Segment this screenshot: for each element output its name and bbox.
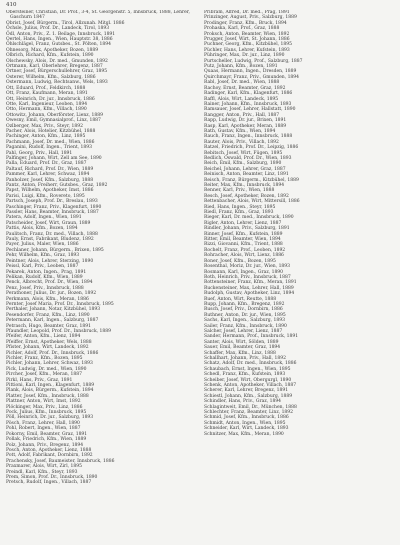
- directory-entry: Platter, Josef, Kfm., Innsbruck, 1888: [6, 393, 89, 399]
- directory-entry: Panholzer, Josef, Kfm., Salzburg, 1888: [6, 177, 94, 183]
- directory-entry: Pauly, Ernst, Fabrikant, Bludenz, 1892: [6, 237, 94, 243]
- directory-entry: Pachinger, Anton, Kfm., Linz, 1895: [6, 134, 86, 140]
- directory-entry: Passler, Hans, Beamter, Innsbruck, 1887: [6, 210, 99, 216]
- directory-entry: Peintner, Alois, Lehrer, Sterzing, 1890: [6, 258, 94, 264]
- directory-entry: Schnitzer, Max, Kfm., Meran, 1890: [204, 431, 284, 437]
- directory-entry: Obrist, Josef, Bürgerm., Tirol, Allzunah. Mitgl. 1886: [6, 20, 125, 26]
- directory-entry: Paltauf, Richard, Prof. Dr., Wien, 1889: [6, 166, 94, 172]
- directory-entry: Ostermann, Ludwig, Rechtsanw., Wels, 1893: [6, 80, 108, 86]
- directory-entry: Puchner, Georg, Kfm., Kitzbühel, 1895: [204, 42, 292, 48]
- directory-entry: Quirchmayr, Franz, Priv., Gmunden, 1894: [204, 74, 300, 80]
- directory-entry: Plank, Alois, Bürgerm., Kufstein, 1894: [6, 388, 94, 394]
- directory-entry: Perathoner, Julius, Dr. jur., Bozen, 1892: [6, 291, 97, 297]
- directory-entry: Rohracher, Alois, Wirt, Lienz, 1886: [204, 253, 284, 259]
- directory-entry: Rangger, Anton, Priv., Hall, 1887: [204, 112, 280, 118]
- directory-entry: Prachensky, Josef, Baumeister, Innsbruck, 1886: [6, 458, 115, 464]
- directory-entry: Schedl, Franz, Kfm., Kufstein, 1893: [204, 372, 286, 378]
- directory-entry: Rupp, Johann, Kfm., Bregenz, 1892: [204, 301, 285, 307]
- directory-entry: Roth, Heinrich, Priv., Innsbruck, 1887: [204, 274, 291, 280]
- directory-entry: Pohl, Robert, Ingen., Wien, 1887: [6, 426, 81, 432]
- directory-entry: Reinisch, Anton, Beamter, Linz, 1891: [204, 172, 289, 178]
- directory-entry: Salcher, Josef, Lehrer, Lienz, 1887: [204, 328, 283, 334]
- directory-entry: Resch, Josef, Apotheker, Bozen, 1892: [204, 193, 289, 199]
- directory-entry: Ödl, Anton, Priv., Z. 1. Beilage, Innsbruck, 1891: [6, 31, 116, 37]
- directory-entry: Prodinger, Franz, Kfm., Bruck, 1894: [204, 20, 287, 26]
- directory-entry: Prem, Simon, Prof. Dr., Innsbruck, 1890: [6, 474, 98, 480]
- directory-entry: Sauer, Emil, Beamter, Graz, 1894: [204, 345, 281, 351]
- directory-entry: Ruckensteiner, Max, Lehrer, Hall, 1889: [204, 285, 294, 291]
- directory-entry: Pösch, Franz, Lehrer, Hall, 1890: [6, 420, 80, 426]
- directory-entry: Paganini, Rudolf, Ingen., Trient, 1893: [6, 145, 92, 151]
- directory-entry: Preindl, Karl, Kfm., Steyr, 1893: [6, 469, 78, 475]
- directory-entry: Rigler, Anton, Lehrer, Lienz, 1887: [204, 220, 282, 226]
- directory-entry: Proksch, Anton, Beamter, Wien, 1892: [204, 31, 290, 37]
- directory-entry: Rabl, Josef, Dr. med., Wien, 1888: [204, 80, 280, 86]
- directory-entry: Raffl, Alois, Wirt, Landeck, 1895: [204, 96, 279, 102]
- directory-entry: Owesny, Emil, Gymnasialprof., Linz, 1887: [6, 118, 101, 124]
- directory-entry: Pühringer, Max, Dr. jur., Linz, 1890: [204, 53, 285, 59]
- directory-entry: Pirkl, Hans, Priv., Graz, 1891: [6, 377, 73, 383]
- directory-entry: Pachmann, Josef, Dr. med., Wien, 1886: [6, 139, 95, 145]
- directory-entry: Ozlberger, Max, Priv., Steyr, 1892: [6, 123, 83, 129]
- directory-entry: Osterer, Wilhelm, Kfm., Salzburg, 1886: [6, 74, 96, 80]
- directory-entry: Riedl, Franz, Kfm., Graz, 1893: [204, 210, 274, 216]
- page-number: 410: [6, 2, 17, 8]
- directory-entry: Pfeifer, Anton, Kfm., Lienz, 1894: [6, 334, 81, 340]
- directory-entry: Rusch, Josef, Priv., Dornbirn, 1886: [204, 307, 283, 313]
- directory-entry: Püchler, Hans, Lehrer, Kufstein, 1893: [204, 47, 290, 53]
- directory-entry: Olbrich, Richard, Kfm., Kufstein, 1890: [6, 53, 94, 59]
- directory-entry: Rieger, Karl, Dr. med., Innsbruck, 1890: [204, 215, 294, 221]
- directory-entry: Ohnesorg, Max, Apotheker, Bozen, 1889: [6, 47, 99, 53]
- directory-entry: Pahl, Georg, Priv., Hall, 1891: [6, 150, 73, 156]
- directory-entry: Ott, Franz, Kaufmann, Meran, 1891: [6, 91, 88, 97]
- directory-entry: Ortmann, Karl, Oberlehrer, Bregenz, 1887: [6, 64, 103, 70]
- directory-entry: Schmidt, Anton, Ingen., Wien, 1895: [204, 420, 286, 426]
- directory-entry: Putz, Johann, Kfm., Bozen, 1891: [204, 64, 278, 70]
- directory-entry: Pichler, Franz, Kfm., Bozen, 1895: [6, 356, 83, 361]
- directory-entry: Öchsle, Julius, Prof. Dr., Landeck, Tirol, 1893: [6, 26, 110, 32]
- directory-entry: Prinzinger, August, Priv., Salzburg, 1889: [204, 15, 297, 21]
- directory-entry: Pretsch, Rudolf, Ingen., Villach, 1887: [6, 480, 92, 486]
- directory-entry: Ottowitz, Johann, Oberförster, Lienz, 1889: [6, 112, 103, 118]
- directory-entry: Reisch, Franz, Bürgerm., Kitzbühel, 1889: [204, 177, 299, 183]
- directory-entry: Pichler, Johann, Lehrer, Schwaz, 1893: [6, 361, 93, 367]
- directory-entry: Ratzel, Friedrich, Prof. Dr., Leipzig, 1886: [204, 145, 299, 151]
- directory-entry: Penck, Albrecht, Prof. Dr., Wien, 1894: [6, 280, 93, 286]
- directory-entry: Reichel, Johann, Lehrer, Graz, 1887: [204, 166, 286, 172]
- directory-entry: Pfeiffer, Ernst, Apotheker, Wels, 1888: [6, 339, 92, 345]
- directory-entry: Pfaundler, Leopold, Prof. Dr., Innsbruck, 1889: [6, 328, 111, 334]
- directory-entry: Scheiber, Josef, Wirt, Obergurgl, 1890: [204, 377, 292, 383]
- directory-entry: Prugger, Josef, Wirt, St. Johann, 1886: [204, 37, 290, 43]
- directory-entry: Paulitsch, Franz, Dr. med., Villach, 1888: [6, 231, 98, 237]
- directory-entry: Roner, Josef, Kfm., Bozen, 1895: [204, 258, 276, 264]
- directory-entry: Schaubach, Ernst, Ingen., Wien, 1895: [204, 366, 291, 372]
- directory-entry: Santer, Alois, Wirt, Sölden, 1889: [204, 339, 279, 345]
- directory-entry: Ritter, Emil, Beamter, Wien, 1894: [204, 237, 281, 243]
- directory-entry: Pekarek, Anton, Ingen., Prag, 1891: [6, 269, 87, 275]
- directory-entry: Pattis, Alois, Kfm., Bozen, 1894: [6, 226, 78, 232]
- directory-entry: Pammer, Karl, Lehrer, Schwaz, 1894: [6, 172, 90, 178]
- directory-entry: Pesendorfer, Franz, Kfm., Linz, 1890: [6, 312, 90, 318]
- directory-entry: Patera, Adolf, Ingen., Wien, 1891: [6, 215, 82, 221]
- directory-entry: Prohaska, Karl, Prof., Graz, 1888: [204, 26, 280, 32]
- directory-entry: Ruthner, Anton, Dr. jur., Wien, 1895: [204, 312, 286, 318]
- directory-entry: Schlagintweit, Emil, Dr., München, 1888: [204, 404, 297, 410]
- directory-entry: Rettenbacher, Alois, Wirt, Mittersill, 1886: [204, 199, 300, 205]
- directory-entry: Rottensteiner, Franz, Kfm., Meran, 1891: [204, 280, 297, 286]
- directory-entry: Pacher, Alois, Hotelier, Kitzbühel, 1888: [6, 128, 96, 134]
- directory-entry: Payer, Julius, Maler, Wien, 1886: [6, 242, 79, 248]
- directory-entry: Schneider, Karl, Wirt, Landeck, 1893: [204, 426, 289, 432]
- directory-entry: Schenk, Anton, Apotheker, Villach, 1887: [204, 383, 297, 389]
- directory-entry: Parisi, Luigi, Kfm., Rovereto, 1895: [6, 193, 85, 199]
- directory-entry: Plöckinger, Max, Priv., Linz, 1886: [6, 404, 83, 410]
- directory-entry: Rinner, Josef, Kfm., Kufstein, 1889: [204, 231, 283, 237]
- directory-entry: Pöll, Heinrich, Dr. jur., Salzburg, 1893: [6, 415, 94, 421]
- directory-entry: Ortner, Josef, Bürgerschullehrer, Graz, 1895: [6, 69, 108, 75]
- directory-entry: Palla, Eduard, Prof. Dr., Graz, 1887: [6, 161, 87, 167]
- directory-entry: Rudolph, Gustav, Apotheker, Linz, 1894: [204, 291, 295, 297]
- directory-entry: Pehr, Wilhelm, Kfm., Graz, 1893: [6, 253, 80, 259]
- directory-entry: Paschinger, Franz, Priv., Klagenfurt, 1890: [6, 204, 102, 210]
- two-column-layout: [6, 10, 394, 540]
- directory-entry: Schatz, Adolf, Dr. med., Innsbruck, 1886: [204, 361, 297, 367]
- directory-entry: Pernter, Josef Maria, Prof. Dr., Innsbruck, 1895: [6, 301, 114, 307]
- directory-entry: Rachoy, Ernst, Beamter, Graz, 1892: [204, 85, 286, 91]
- directory-entry: Papst, Wilhelm, Apotheker, Imst, 1886: [6, 188, 94, 194]
- directory-entry: Pelikan, Rudolf, Kfm., Wien, 1889: [6, 274, 83, 280]
- directory-entry: Reiter, Max, Kfm., Innsbruck, 1894: [204, 183, 285, 188]
- directory-entry: Pfister, Johann, Wirt, Landeck, 1892: [6, 345, 89, 351]
- directory-entry: Schaffer, Max, Kfm., Linz, 1888: [204, 350, 276, 356]
- directory-entry: Rizzi, Giovanni, Kfm., Trient, 1888: [204, 242, 283, 248]
- directory-entry: Palfinger, Johann, Wirt, Zell am See, 1890: [6, 155, 102, 161]
- directory-entry: Rauch, Franz, Ingen., Innsbruck, 1888: [204, 134, 293, 140]
- directory-entry: Otte, Karl, Ingenieur, Leoben, 1894: [6, 101, 88, 107]
- directory-entry: Ramsauer, Josef, Lehrer, Hallstatt, 1890: [204, 107, 296, 113]
- directory-entry: Ott, Heinrich, Dr. jur., Innsbruck, 1886: [6, 96, 95, 102]
- directory-entry: Rainer, Johann, Kfm., Innsbruck, 1893: [204, 101, 292, 107]
- directory-entry: Petermann, Karl, Ingen., Salzburg, 1887: [6, 318, 99, 324]
- directory-entry: Ott, Eduard, Prof., Feldkirch, 1888: [6, 85, 86, 91]
- directory-entry: Schmid, Josef, Kfm., Innsbruck, 1886: [204, 415, 289, 421]
- directory-entry: Pick, Ludwig, Dr. med., Wien, 1890: [6, 366, 87, 372]
- directory-entry: Redlich, Oswald, Prof. Dr., Wien, 1893: [204, 155, 292, 161]
- directory-entry: Schindler, Hans, Priv., Graz, 1894: [204, 399, 282, 405]
- directory-entry: Rochelt, Franz, Prof., Leoben, 1892: [204, 247, 286, 253]
- directory-entry: Rebitsch, Josef, Wirt, Fügen, 1895: [204, 150, 283, 156]
- directory-entry: Rosmann, Karl, Ingen., Graz, 1890: [204, 269, 284, 275]
- directory-entry: Rauter, Alois, Priv., Villach, 1892: [204, 139, 279, 145]
- directory-entry: Pechlaner, Johann, Bürgerm., Brixen, 1895: [6, 247, 104, 253]
- directory-entry: Otto, Hermann, Kfm., Villach, 1890: [6, 107, 87, 113]
- directory-entry: Ried, Hans, Ingen., Steyr, 1895: [204, 204, 276, 210]
- directory-entry: Olschewsky, Alois, Dr. med., Gmunden, 1892: [6, 58, 108, 64]
- directory-entry: Reich, Emil, Kfm., Salzburg, 1890: [204, 161, 282, 167]
- directory-entry: Polz, Johann, Priv., Bregenz, 1894: [6, 442, 84, 448]
- directory-entry: Pott, Adolf, Fabrikant, Dornbirn, 1892: [6, 453, 93, 459]
- directory-entry: Schiestl, Johann, Kfm., Salzburg, 1889: [204, 393, 293, 399]
- directory-entry: Petrasch, Hugo, Beamter, Graz, 1891: [6, 323, 92, 329]
- directory-entry: Perkmann, Alois, Kfm., Meran, 1886: [6, 296, 89, 302]
- directory-entry: Pribram, Alfred, Dr. med., Prag, 1891: [204, 10, 290, 15]
- directory-entry: Penz, Josef, Priv., Innsbruck, 1888: [6, 285, 84, 291]
- directory-entry: Plattner, Anton, Wirt, Imst, 1892: [6, 399, 81, 405]
- directory-entry: Schallhart, Johann, Priv., Hall, 1892: [204, 356, 286, 361]
- directory-entry: Sachs, Karl, Ingen., Salzburg, 1893: [204, 318, 285, 324]
- directory-entry: Scherer, Karl, Lehrer, Bregenz, 1891: [204, 388, 289, 394]
- directory-entry: Sailer, Franz, Kfm., Innsbruck, 1890: [204, 323, 287, 329]
- directory-entry: Praxmarer, Alois, Wirt, Zirl, 1895: [6, 464, 82, 470]
- directory-entry: Radinger, Karl, Kfm., Klagenfurt, 1886: [204, 91, 293, 97]
- directory-entry: Partsch, Joseph, Prof. Dr., Breslau, 1893: [6, 199, 98, 205]
- directory-entry: Oertel, Hans, Ingen., Wien, Hauptstr. 38, 1886: [6, 37, 113, 43]
- directory-entry: Öhlschlägel, Franz, Gutsbes., St. Pölten, 1894: [6, 42, 111, 48]
- directory-entry: Renner, Karl, Priv., Wien, 1888: [204, 188, 275, 194]
- directory-entry: Sander, Hermann, Prof., Innsbruck, 1891: [204, 334, 299, 340]
- directory-entry: Pock, Julius, Kfm., Innsbruck, 1895: [6, 410, 87, 416]
- directory-entry: Pantz, Anton, Freiherr, Gutsbes., Graz, 1892: [6, 183, 108, 188]
- directory-entry: Pittioni, Karl, Ingen., Klagenfurt, 1889: [6, 383, 95, 389]
- directory-entry: Rapp, Ludwig, Dr. jur., Brixen, 1891: [204, 118, 287, 124]
- directory-entry: Peissl, Karl, Priv., Leoben, 1887: [6, 264, 79, 270]
- directory-entry: Pircher, Josef, Kfm., Meran, 1887: [6, 372, 82, 378]
- directory-entry: Pollak, Friedrich, Kfm., Wien, 1889: [6, 437, 87, 443]
- directory-entry: Rosenthal, Moriz, Dr. jur., Wien, 1893: [204, 264, 291, 270]
- directory-entry: Rath, Gustav, Kfm., Wien, 1894: [204, 128, 276, 134]
- right-column: [204, 10, 394, 540]
- left-column: [6, 10, 196, 540]
- directory-entry: Ruef, Anton, Wirt, Reutte, 1888: [204, 296, 277, 302]
- directory-entry: Purtscheller, Ludwig, Prof., Salzburg, 1887: [204, 58, 303, 64]
- directory-entry: Rasp, Karl, Apotheker, Meran, 1889: [204, 123, 287, 129]
- directory-entry: Obersteiner, Christian, Dr. Prof., 3-4, St. Georgenstr. 5, Innsbruck, 1888, Lehrer, Gaschurn 1847: [6, 10, 190, 21]
- directory-entry: Posch, Anton, Apotheker, Lienz, 1888: [6, 447, 92, 453]
- directory-entry: Patscheider, Josef, Wirt, Graun, 1889: [6, 220, 91, 226]
- directory-entry: Schlechter, Franz, Beamter, Linz, 1892: [204, 410, 294, 416]
- directory-entry: Quaas, Hermann, Ingen., Dresden, 1889: [204, 69, 297, 75]
- directory-entry: Rindler, Johann, Priv., Salzburg, 1891: [204, 226, 290, 232]
- directory-entry: Pichler, Adolf, Prof. Dr., Innsbruck, 1886: [6, 350, 99, 356]
- directory-entry: Pokorny, Emil, Beamter, Graz, 1891: [6, 431, 88, 437]
- directory-entry: Perthaler, Johann, Notar, Kitzbühel, 1893: [6, 307, 101, 313]
